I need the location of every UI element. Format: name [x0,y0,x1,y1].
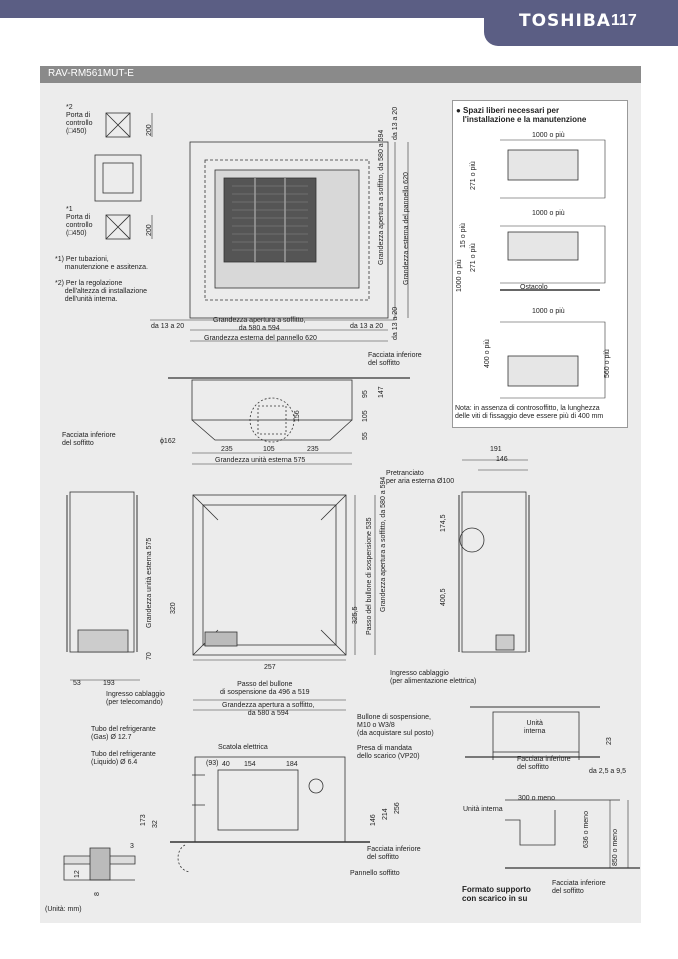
dim-13-20-top: da 13 a 20 [392,106,399,140]
power-wiring-entry: Ingresso cablaggio (per alimentazione elettrica) [390,670,477,685]
dim-256: 256 [394,802,401,814]
dim-257: 257 [264,664,276,671]
dim-325-5: 325,5 [352,606,359,624]
dim-156: 156 [294,410,301,422]
control-port-frame [95,155,141,201]
fresh-air-knockout [460,528,484,552]
note-1-label: *1 [66,206,73,213]
dim-214: 214 [382,808,389,820]
dim-53: 53 [73,680,81,687]
clearance-1000-d: 1000 o più [532,308,565,315]
brand-logo: TOSHIBA [519,11,611,31]
unit-height-575: Grandezza unità esterna 575 [146,537,153,628]
liquid-pipe: Tubo del refrigerante (Liquido) Ø 6.4 [91,751,156,766]
dim-174-5: 174,5 [440,514,447,532]
dim-154: 154 [244,761,256,768]
dim-32: 32 [152,820,159,828]
model-title: RAV-RM561MUT-E [48,68,134,79]
unit-width-575: Grandezza unità esterna 575 [215,457,306,464]
ceiling-face-label-2: Facciata inferiore del soffitto [62,432,116,447]
bolt-pitch-vertical: Passo del bullone di sospensione 535 [366,517,373,635]
dim-200-top: 200 [146,124,153,136]
electrical-box: Scatola elettrica [218,744,268,751]
opening-vertical: Grandezza apertura a soffitto, da 580 a 594 [378,129,385,265]
dim-400-5: 400,5 [440,588,447,606]
clearance-note: Nota: in assenza di controsoffitto, la lunghezza delle viti di fissaggio deve essere più di 400 mm [455,405,604,420]
ceiling-face-label-3: Facciata inferiore del soffitto [367,846,421,861]
footnote-2: *2) Per la regolazione dell'altezza di installazione dell'unità interna. [55,280,147,303]
clearance-1000-c: 1000 o più [456,259,463,292]
dim-13-20-bottom: da 13 a 20 [392,306,399,340]
dim-147: 147 [378,386,385,398]
suspension-bolt: Bullone di sospensione, M10 o W3/8 (da acquistare sul posto) [357,714,434,737]
dim-193: 193 [103,680,115,687]
remote-wiring-entry: Ingresso cablaggio (per telecomando) [106,691,165,706]
ceiling-face-label-1: Facciata inferiore del soffitto [368,352,422,367]
dim-8: 8 [94,892,101,896]
page-number: 117 [611,12,637,29]
opening-vertical-2: Grandezza apertura a soffitto, da 580 a 594 [380,476,387,612]
grille [224,178,316,262]
indoor-unit-label: Unità interna [524,720,546,735]
note-2-label: *2 [66,104,73,111]
bolt-pitch-horizontal: Passo del bullone di sospensione da 496 a 519 [220,681,310,696]
dim-93: (93) [206,760,219,767]
front-unit [70,492,134,652]
dim-235-a: 235 [221,446,233,453]
dim-105-v: 105 [362,410,369,422]
ceiling-face-label-5: Facciata inferiore del soffitto [552,880,606,895]
opening-horizontal-2: Grandezza apertura a soffitto, da 580 a 594 [222,702,315,717]
clearance-15: 15 o più [460,223,467,248]
dim-173: 173 [140,814,147,826]
right-unit [462,492,526,652]
ceiling-panel: Pannello soffitto [350,870,400,877]
dim-105: 105 [263,446,275,453]
panel-horizontal: Grandezza esterna del pannello 620 [204,335,317,342]
ceiling-face-label-4: Facciata inferiore del soffitto [517,756,571,771]
dim-95: 95 [362,390,369,398]
support-format: Formato supporto con scarico in su [462,885,531,903]
clearance-271-b: 271 o più [470,243,477,272]
units-note: (Unità: mm) [45,906,82,913]
dim-12: 12 [74,870,81,878]
clearance-1000-b: 1000 o più [532,210,565,217]
dim-191: 191 [490,446,502,453]
gas-pipe: Tubo del refrigerante (Gas) Ø 12.7 [91,726,156,741]
dim-300: 300 o meno [518,795,555,802]
dim-13-20-left: da 13 a 20 [151,323,185,330]
dim-13-20-right: da 13 a 20 [350,323,384,330]
clearance-271: 271 o più [470,161,477,190]
dim-200-bottom: 200 [146,224,153,236]
clearance-400: 400 o più [484,339,491,368]
panel-vertical: Grandezza esterna del pannello 620 [403,172,410,285]
clearance-title: ● Spazi liberi necessari per l'installazione e la manutenzione [456,106,587,124]
dim-70: 70 [146,652,153,660]
duct-diameter: ϕ162 [160,438,176,445]
dim-23: 23 [606,737,613,745]
dim-850: 850 o meno [612,829,619,866]
dim-3: 3 [130,843,134,850]
fresh-air-label: Pretranciato per aria esterna Ø100 [386,470,455,485]
dim-146-v: 146 [370,814,377,826]
dim-2-5-9-5: da 2,5 a 9,5 [589,768,626,775]
obstacle-label: Ostacolo [520,284,548,291]
dim-40: 40 [222,761,230,768]
clearance-560: 560 o più [604,349,611,378]
clearance-1000-a: 1000 o più [532,132,565,139]
dim-146: 146 [496,456,508,463]
dim-320: 320 [170,602,177,614]
dim-636: 636 o meno [583,811,590,848]
footnote-1: *1) Per tubazioni, manutenzione e assitenza. [55,256,148,271]
dim-184: 184 [286,761,298,768]
side-unit [192,380,352,420]
bottom-plan [193,495,346,655]
indoor-unit-label-2: Unità interna [463,806,503,813]
opening-horizontal: Grandezza apertura a soffitto, da 580 a 594 [213,317,306,332]
drain-port [309,779,323,793]
note-1-text: Porta di controllo (□450) [66,214,93,237]
note-2-text: Porta di controllo (□450) [66,112,93,135]
drain-outlet: Presa di mandata dello scarico (VP20) [357,745,420,760]
dim-55: 55 [362,432,369,440]
dim-235-b: 235 [307,446,319,453]
